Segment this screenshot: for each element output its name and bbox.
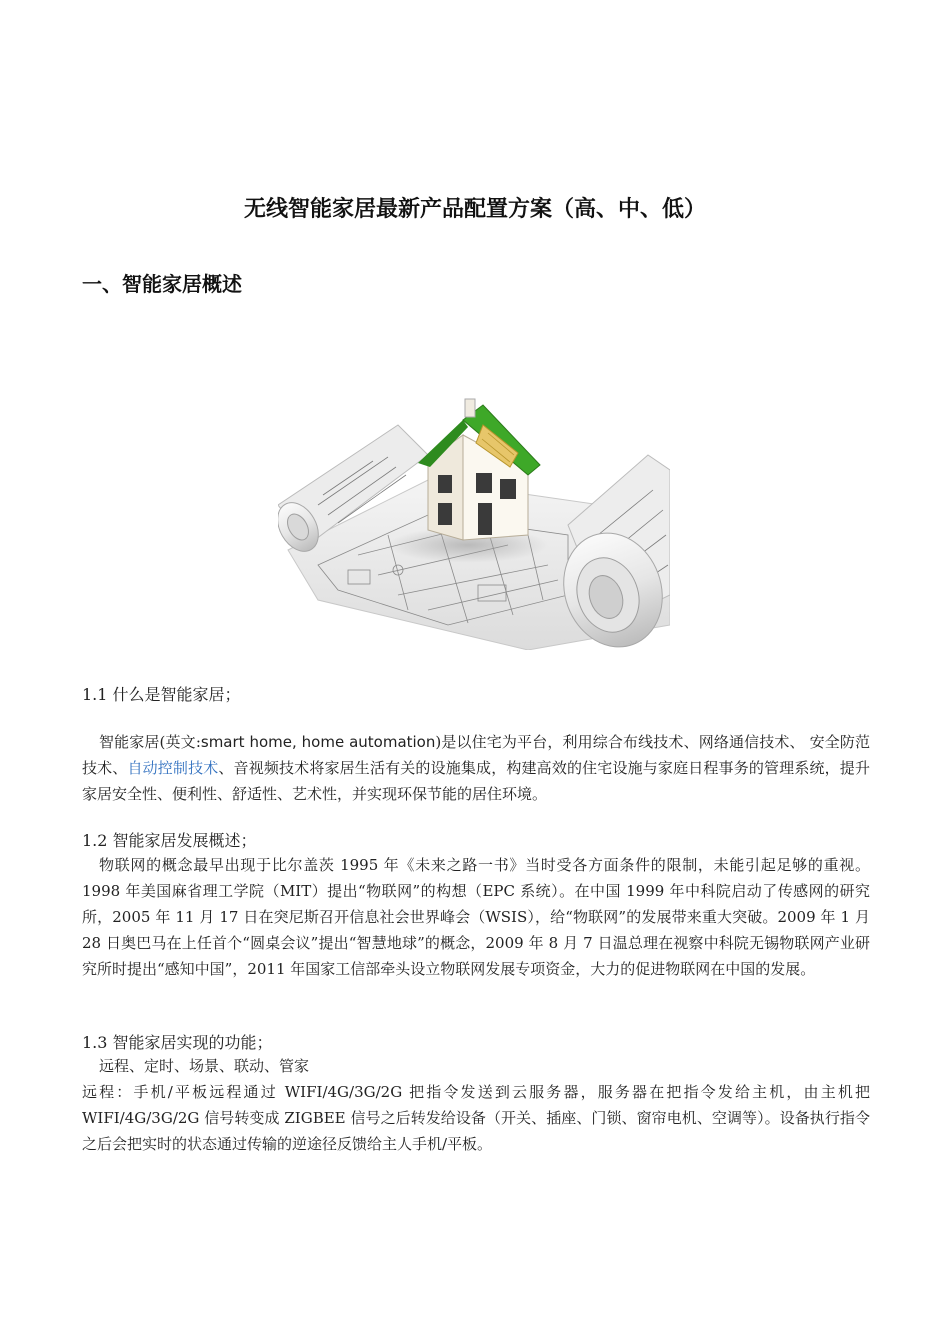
text-segment: 、音视频技术将家居生活有关的设施集成，构建高效的住宅设施与家庭日程事务的管理系统，提升家居安全性、便利性、舒适性、艺术性，并实现环保节能的居住环境。	[82, 759, 870, 803]
section-heading-overview: 一、智能家居概述	[82, 272, 242, 296]
text-segment-english: smart home, home automation	[200, 733, 436, 751]
paragraph-remote-function: 远程：手机/平板远程通过 WIFI/4G/3G/2G 把指令发送到云服务器，服务器在把指令发给主机，由主机把 WIFI/4G/3G/2G 信号转变成 ZIGBEE 信号之后转发给设备（开关、插座、门锁、窗帘电机、空调等）。设备执行指令之后会把实时的状态通过传输的逆途径反馈给主人手机/平板。	[82, 1083, 870, 1153]
subsection-heading-1-3: 1.3 智能家居实现的功能；	[82, 1033, 273, 1052]
paragraph-development-overview: 物联网的概念最早出现于比尔盖茨 1995 年《未来之路一书》当时受各方面条件的限制，未能引起足够的重视。1998 年美国麻省理工学院（MIT）提出“物联网”的构想（EPC 系统）。在中国 1999 年中科院启动了传感网的研究所，2005 年 11 月 17 日在突尼斯召开信息社会世界峰会（WSIS），给“物联网”的发展带来重大突破。2009 年 1 月 28 日奥巴马在上任首个“圆桌会议”提出“智慧地球”的概念，2009 年 8 月 7 日温总理在视察中科院无锡物联网产业研究所时提出“感知中国”，2011 年国家工信部牵头设立物联网发展专项资金，大力的促进物联网在中国的发展。	[82, 856, 870, 978]
subsection-heading-1-1: 1.1 什么是智能家居；	[82, 685, 241, 704]
subsection-heading-1-2: 1.2 智能家居发展概述；	[82, 831, 257, 850]
text-segment: )是以住宅为平台，利用综合布线技术、网络通信技术、 安全防范技术、	[82, 733, 870, 777]
text-segment: 智能家居(英文:	[99, 733, 201, 751]
smart-home-illustration	[278, 395, 670, 650]
document-title: 无线智能家居最新产品配置方案（高、中、低）	[243, 197, 706, 222]
automation-control-link[interactable]: 自动控制技术	[127, 759, 219, 777]
paragraph-what-is-smart-home	[82, 729, 870, 807]
function-list: 远程、定时、场景、联动、管家	[99, 1057, 310, 1075]
